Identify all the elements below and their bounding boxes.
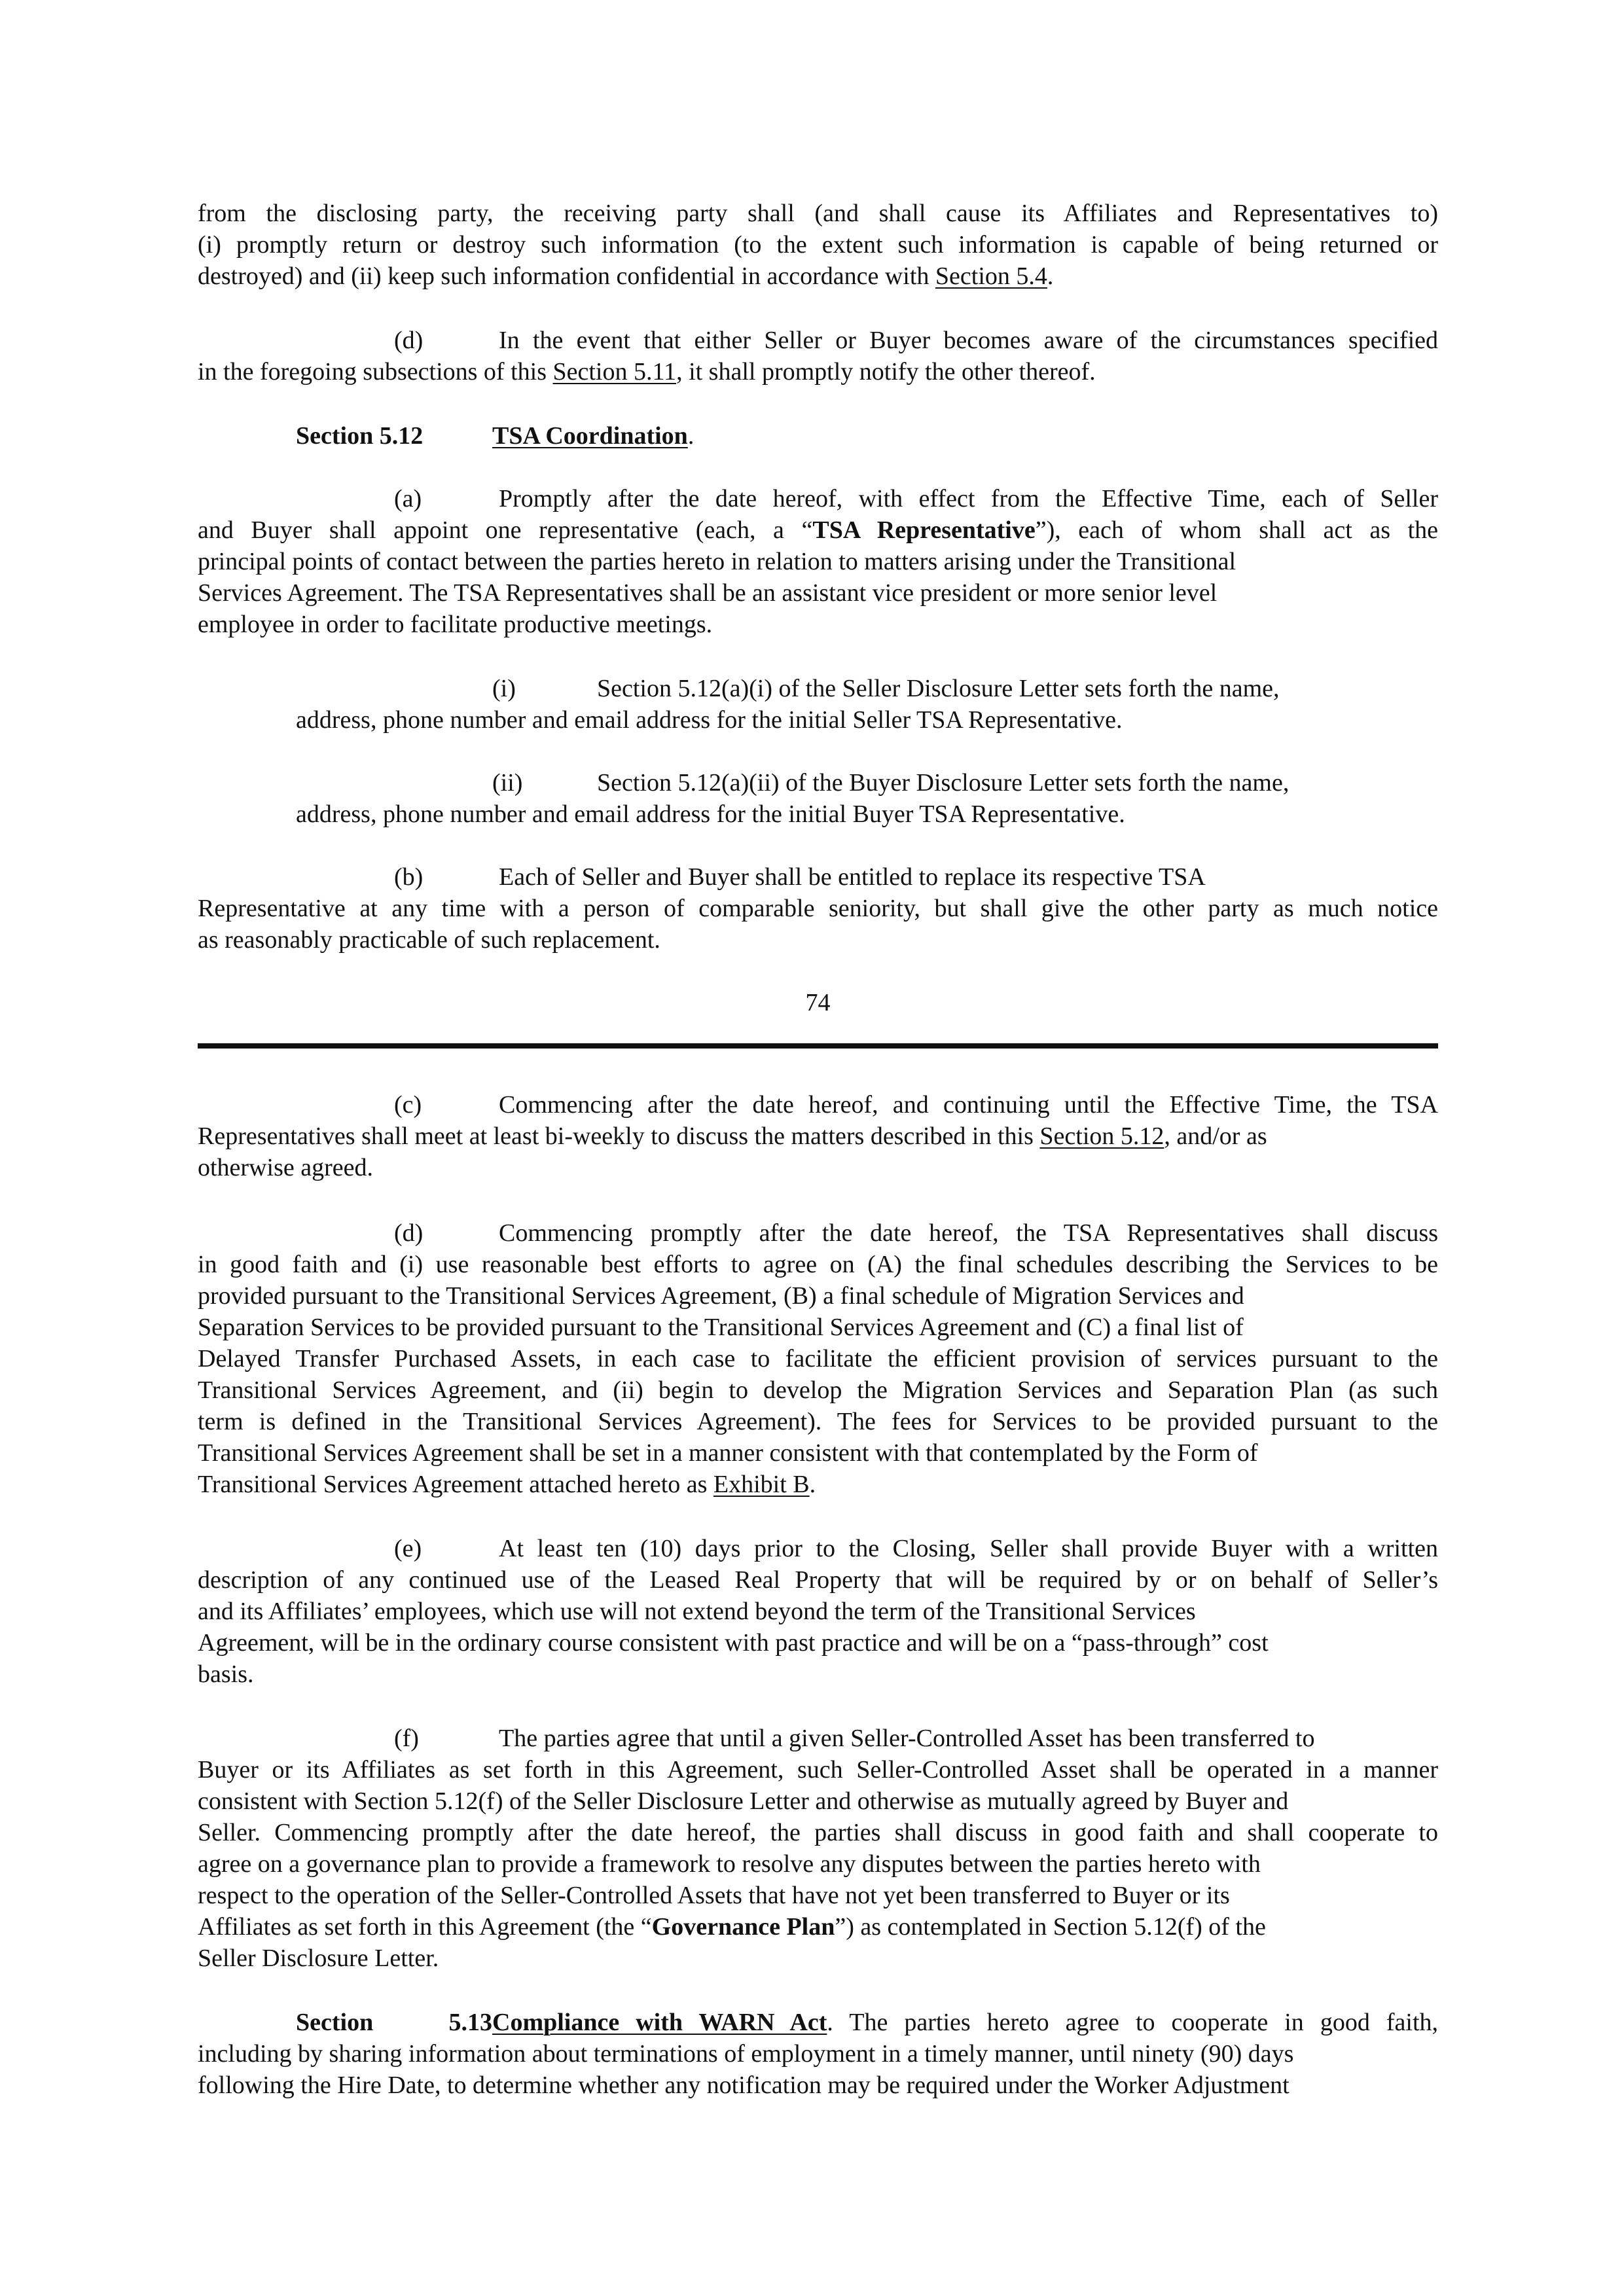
text-line: (d) In the event that either Seller or Buyer becomes aware of the circumstances specified	[198, 325, 1438, 356]
text-line: agree on a governance plan to provide a framework to resolve any disputes between the parties hereto with	[198, 1850, 1261, 1878]
section-title: TSA Coordination	[492, 422, 688, 450]
text-line: (c) Commencing after the date hereof, and continuing until the Effective Time, the TSA	[198, 1089, 1438, 1121]
paragraph-label: (b)	[394, 863, 424, 891]
text-line: Seller. Commencing promptly after the date hereof, the parties shall discuss in good faith and shall cooperate to	[198, 1819, 1438, 1846]
paragraph-c	[198, 1089, 1438, 1183]
text-line: destroyed) and (ii) keep such information confidential in accordance with Section 5.4.	[198, 262, 1054, 290]
text-line: Section 5.12 TSA Coordination.	[198, 420, 1438, 452]
page-number: 74	[805, 989, 831, 1016]
text-line: from the disclosing party, the receiving party shall (and shall cause its Affiliates and Representatives to)	[198, 200, 1438, 227]
text-line: Section 5.13Compliance with WARN Act. The parties hereto agree to cooperate in good faith,	[198, 2007, 1438, 2038]
text-line: Separation Services to be provided pursuant to the Transitional Services Agreement and (C) a final list of	[198, 1314, 1244, 1341]
text-line: (e) At least ten (10) days prior to the Closing, Seller shall provide Buyer with a written	[198, 1533, 1438, 1564]
text-line: employee in order to facilitate productive meetings.	[198, 611, 713, 638]
text-line: description of any continued use of the Leased Real Property that will be required by or on behalf of Seller’s	[198, 1566, 1438, 1594]
paragraph-a-i	[198, 673, 1438, 736]
section-number: Section 5.12	[296, 422, 424, 450]
paragraph-label: (e)	[394, 1535, 422, 1562]
section-title: Compliance with WARN Act	[492, 2009, 827, 2036]
text-line: term is defined in the Transitional Services Agreement). The fees for Services to be provided pursuant to the	[198, 1408, 1438, 1435]
text-line: principal points of contact between the parties hereto in relation to matters arising under the Transitional	[198, 548, 1236, 575]
section-5-13	[198, 2007, 1438, 2101]
text-line: as reasonably practicable of such replacement.	[198, 926, 660, 954]
text-line: and Buyer shall appoint one representative (each, a “TSA Representative”), each of whom shall act as the	[198, 516, 1438, 544]
text-line: Services Agreement. The TSA Representatives shall be an assistant vice president or more senior level	[198, 579, 1218, 607]
text-line: Agreement, will be in the ordinary course consistent with past practice and will be on a “pass-through” cost	[198, 1629, 1269, 1657]
text-line: (i) promptly return or destroy such information (to the extent such information is capable of being returned or	[198, 231, 1438, 259]
paragraph-e	[198, 1533, 1438, 1690]
text-line: (ii) Section 5.12(a)(ii) of the Buyer Disclosure Letter sets forth the name,	[198, 767, 1438, 798]
paragraph-a	[198, 483, 1438, 640]
paragraph-d-notify	[198, 325, 1438, 387]
text-line: Transitional Services Agreement shall be set in a manner consistent with that contemplated by the Form of	[198, 1439, 1258, 1467]
text-line: following the Hire Date, to determine whether any notification may be required under the Worker Adjustment	[198, 2072, 1290, 2099]
text-line: and its Affiliates’ employees, which use will not extend beyond the term of the Transitional Services	[198, 1598, 1196, 1625]
paragraph-b	[198, 861, 1438, 956]
paragraph-a-ii	[198, 767, 1438, 830]
text-line: in the foregoing subsections of this Section 5.11, it shall promptly notify the other thereof.	[198, 358, 1096, 386]
text-line: address, phone number and email address for the initial Buyer TSA Representative.	[296, 800, 1125, 828]
paragraph-label: (a)	[394, 485, 422, 512]
section-heading-5-12	[198, 420, 1438, 452]
text-line: Buyer or its Affiliates as set forth in this Agreement, such Seller-Controlled Asset shall be operated in a manner	[198, 1756, 1438, 1784]
section-reference: Section 5.4	[935, 262, 1047, 290]
text-line: in good faith and (i) use reasonable best efforts to agree on (A) the final schedules describing the Services to be	[198, 1251, 1438, 1278]
text-line: provided pursuant to the Transitional Services Agreement, (B) a final schedule of Migration Services and	[198, 1282, 1244, 1310]
text-line: Seller Disclosure Letter.	[198, 1945, 439, 1972]
exhibit-reference: Exhibit B	[713, 1471, 810, 1498]
text-line: Delayed Transfer Purchased Assets, in each case to facilitate the efficient provision of services pursuant to the	[198, 1345, 1438, 1372]
text-line: respect to the operation of the Seller-Controlled Assets that have not yet been transferred to Buyer or its	[198, 1882, 1230, 1909]
text-line: Affiliates as set forth in this Agreement (the “Governance Plan”) as contemplated in Section 5.12(f) of the	[198, 1913, 1266, 1941]
text-line: Representative at any time with a person of comparable seniority, but shall give the other party as much notice	[198, 895, 1438, 922]
text-line: address, phone number and email address for the initial Seller TSA Representative.	[296, 706, 1123, 734]
text-line: consistent with Section 5.12(f) of the Seller Disclosure Letter and otherwise as mutually agreed by Buyer and	[198, 1787, 1289, 1815]
section-reference: Section 5.12	[1039, 1122, 1164, 1150]
page-break-rule	[198, 1043, 1438, 1049]
text-line: basis.	[198, 1660, 254, 1688]
section-reference: Section 5.11	[552, 358, 677, 386]
paragraph-d-schedules	[198, 1217, 1438, 1500]
text-line: (a) Promptly after the date hereof, with effect from the Effective Time, each of Seller	[198, 483, 1438, 514]
paragraph-label: (c)	[394, 1091, 422, 1119]
paragraph-label: (ii)	[492, 769, 523, 797]
continuation-paragraph	[198, 198, 1438, 292]
paragraph-label: (d)	[394, 327, 424, 354]
text-line: Transitional Services Agreement, and (ii) begin to develop the Migration Services and Separation Plan (as such	[198, 1376, 1438, 1404]
text-line: (d) Commencing promptly after the date hereof, the TSA Representatives shall discuss	[198, 1217, 1438, 1249]
text-line: (f) The parties agree that until a given Seller-Controlled Asset has been transferred to	[198, 1723, 1438, 1754]
text-line: (b) Each of Seller and Buyer shall be entitled to replace its respective TSA	[198, 861, 1438, 893]
paragraph-f	[198, 1723, 1438, 1974]
paragraph-label: (f)	[394, 1725, 419, 1752]
text-line: Transitional Services Agreement attached hereto as Exhibit B.	[198, 1471, 816, 1498]
paragraph-label: (i)	[492, 675, 516, 702]
text-line: Representatives shall meet at least bi-weekly to discuss the matters described in this Section 5.12, and/or as	[198, 1122, 1267, 1150]
section-number: Section 5.13	[296, 2009, 492, 2036]
paragraph-label: (d)	[394, 1219, 424, 1247]
defined-term: Governance Plan	[651, 1913, 835, 1941]
text-line: (i) Section 5.12(a)(i) of the Seller Disclosure Letter sets forth the name,	[198, 673, 1438, 704]
text-line: otherwise agreed.	[198, 1154, 373, 1181]
defined-term: TSA Representative	[812, 516, 1036, 544]
text-line: including by sharing information about terminations of employment in a timely manner, until ninety (90) days	[198, 2040, 1294, 2068]
